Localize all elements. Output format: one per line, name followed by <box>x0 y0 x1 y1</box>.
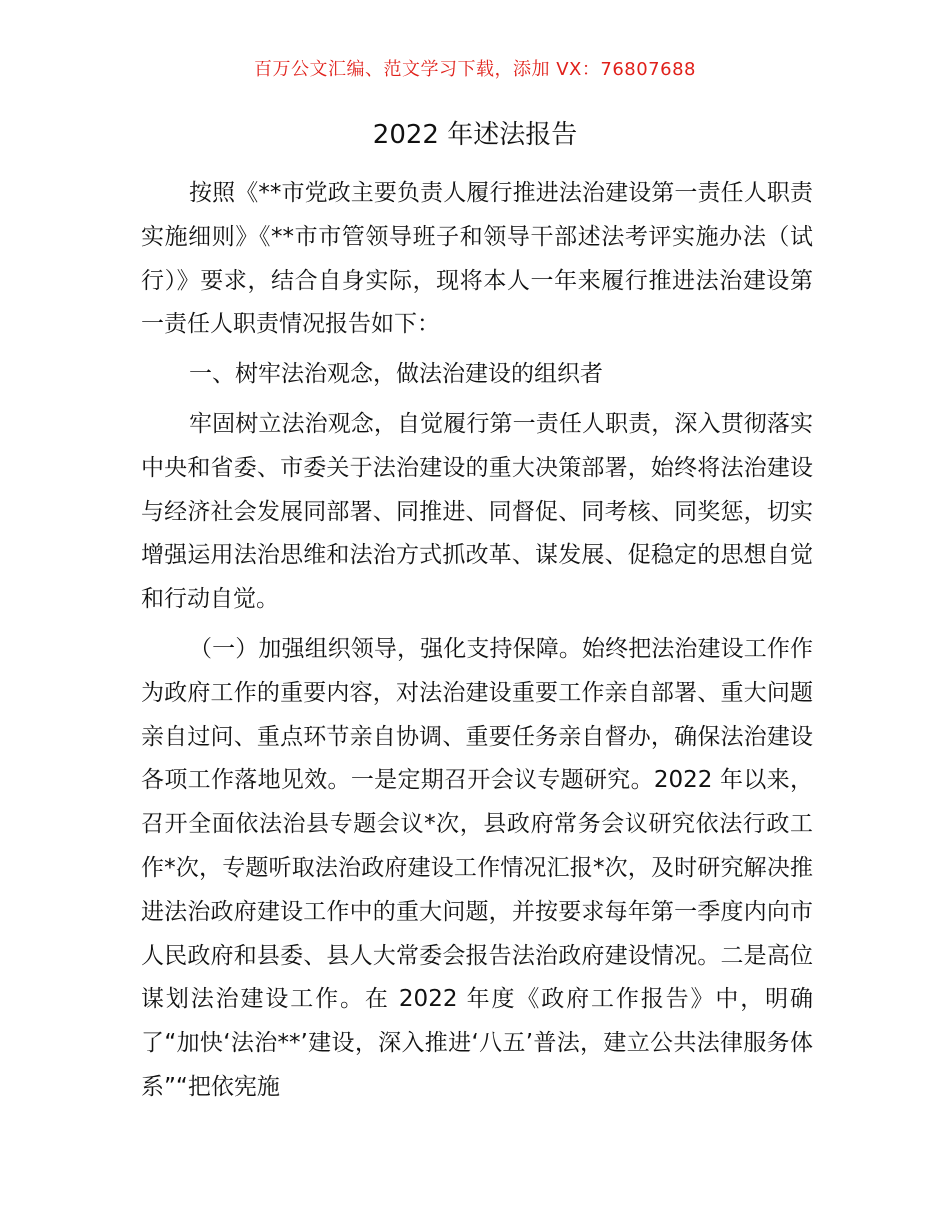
section-paragraph: 牢固树立法治观念，自觉履行第一责任人职责，深入贯彻落实中央和省委、市委关于法治建设的重大决策部署，始终将法治建设与经济社会发展同部署、同推进、同督促、同考核、同奖惩，切实增强运用法治思维和法治方式抓改革、谋发展、促稳定的思想自觉和行动自觉。 <box>141 410 813 613</box>
subsection-paragraph: （一）加强组织领导，强化支持保障。始终把法治建设工作作为政府工作的重要内容，对法治建设重要工作亲自部署、重大问题亲自过问、重点环节亲自协调、重要任务亲自督办，确保法治建设各项工作落地见效。一是定期召开会议专题研究。2022 年以来，召开全面依法治县专题会议*次，县政府常务会议研究依法行政工作*次，专题听取法治政府建设工作情况汇报*次，及时研究解决推进法治政府建设工作中的重大问题，并按要求每年第一季度内向市人民政府和县委、县人大常委会报告法治政府建设情况。二是高位谋划法治建设工作。在 2022 年度《政府工作报告》中，明确了“加快‘法治**’建设，深入推进‘八五’普法，建立公共法律服务体系”“把依宪施 <box>141 635 813 1100</box>
header-banner: 百万公文汇编、范文学习下载，添加 VX：76807688 <box>254 59 696 80</box>
document-body <box>141 172 813 1110</box>
intro-paragraph: 按照《**市党政主要负责人履行推进法治建设第一责任人职责实施细则》《**市市管领导班子和领导干部述法考评实施办法（试行）》要求，结合自身实际，现将本人一年来履行推进法治建设第一责任人职责情况报告如下： <box>141 180 813 338</box>
section-heading: 一、树牢法治观念，做法治建设的组织者 <box>189 361 603 388</box>
document-title: 2022 年述法报告 <box>372 120 578 150</box>
